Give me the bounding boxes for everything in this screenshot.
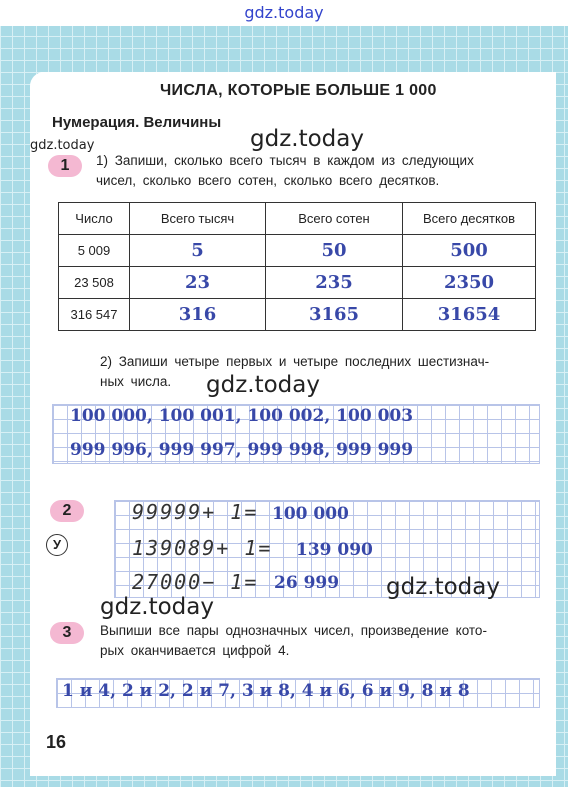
task-3-instruction-line1: Выпиши все пары однозначных чисел, произведение кото- [100,623,487,638]
table-cell-answer: 235 [266,267,403,299]
watermark: gdz.today [30,138,95,153]
table-cell-answer: 500 [403,235,536,267]
task-3-instruction-line2: рых оканчивается цифрой 4. [100,643,290,658]
task-1-instruction-line1: 1) Запиши, сколько всего тысяч в каждом из следующих [96,153,474,168]
expression: 99999+ 1= [132,500,259,524]
table-cell-answer: 5 [130,235,266,267]
table-cell-answer: 2350 [403,267,536,299]
table-row [59,235,536,267]
task-number-badge: 3 [50,622,84,644]
table-cell-answer: 23 [130,267,266,299]
watermark: gdz.today [100,594,214,620]
table-row [59,299,536,331]
section-subtitle: Нумерация. Величины [52,114,222,131]
answer-first-numbers: 100 000, 100 001, 100 002, 100 003 [70,406,414,426]
table-cell-answer: 50 [266,235,403,267]
table-row [59,267,536,299]
page-title: ЧИСЛА, КОТОРЫЕ БОЛЬШЕ 1 000 [160,82,437,99]
table-cell-answer: 3165 [266,299,403,331]
column-header: Число [59,203,130,235]
top-watermark: gdz.today [244,3,324,22]
task-number-badge: 1 [48,155,82,177]
watermark: gdz.today [386,574,500,600]
numbers-table [58,202,536,331]
expression: 139089+ 1= [132,536,273,560]
expression-answer: 139 090 [296,540,373,560]
table-header-row [59,203,536,235]
task-1-instruction-line2: чисел, сколько всего сотен, сколько всего десятков. [96,173,440,188]
task-number-badge: 2 [50,500,84,522]
task-1-part2-line2: ных числа. [100,374,172,389]
expression-answer: 100 000 [272,504,349,524]
column-header: Всего сотен [266,203,403,235]
page-number: 16 [46,732,67,752]
watermark: gdz.today [250,126,364,152]
table-cell: 5 009 [59,235,130,267]
table-cell: 23 508 [59,267,130,299]
watermark: gdz.today [206,372,320,398]
table-cell: 316 547 [59,299,130,331]
task-1-part2-line1: 2) Запиши четыре первых и четыре последних шестизнач- [100,354,490,369]
column-header: Всего тысяч [130,203,266,235]
level-mark: У [46,534,68,556]
answer-pairs: 1 и 4, 2 и 2, 2 и 7, 3 и 8, 4 и 6, 6 и 9, 8 и 8 [62,681,470,701]
answer-last-numbers: 999 996, 999 997, 999 998, 999 999 [70,440,414,460]
expression: 27000− 1= [132,570,259,594]
expression-answer: 26 999 [274,573,340,593]
table-cell-answer: 316 [130,299,266,331]
table-cell-answer: 31654 [403,299,536,331]
column-header: Всего десятков [403,203,536,235]
